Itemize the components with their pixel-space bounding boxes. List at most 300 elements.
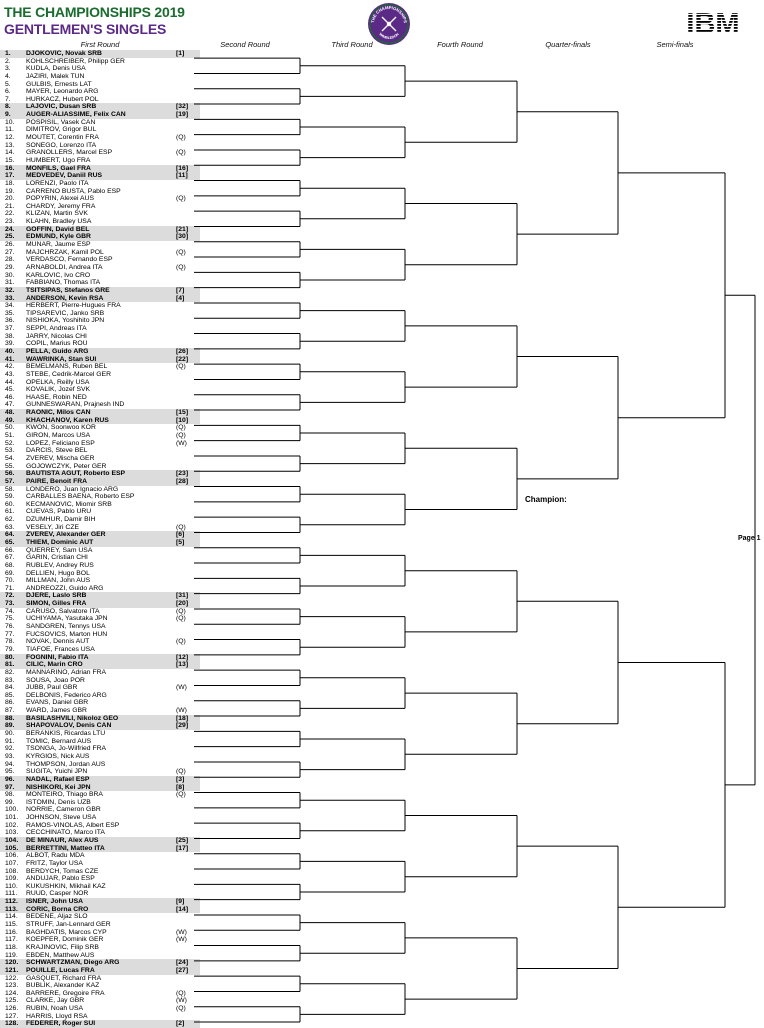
player-seed: [32] <box>176 103 189 111</box>
player-seed: [12] <box>176 653 189 661</box>
player-name: KHACHANOV, Karen RUS <box>26 416 109 424</box>
player-number: 32. <box>5 286 15 294</box>
player-name: SOUSA, Joao POR <box>26 676 85 684</box>
player-seed: (Q) <box>176 263 186 271</box>
player-seed: (Q) <box>176 195 186 203</box>
player-seed: [30] <box>176 233 189 241</box>
player-number: 115. <box>5 921 18 929</box>
player-name: MUNAR, Jaume ESP <box>26 241 91 249</box>
player-seed: (Q) <box>176 638 186 646</box>
player-name: TOMIC, Bernard AUS <box>26 737 92 745</box>
player-name: THIEM, Dominic AUT <box>26 539 94 546</box>
player-number: 30. <box>5 271 15 279</box>
player-name: KOEPFER, Dominik GER <box>26 936 104 944</box>
player-name: KOHLSCHREIBER, Philipp GER <box>26 57 125 65</box>
player-number: 64. <box>5 531 15 539</box>
player-name: FABBIANO, Thomas ITA <box>26 279 101 287</box>
player-name: BAUTISTA AGUT, Roberto ESP <box>26 470 126 478</box>
player-seed: [31] <box>176 592 189 600</box>
player-seed: [23] <box>176 470 189 478</box>
player-seed: (Q) <box>176 432 186 440</box>
player-seed: (Q) <box>176 363 186 371</box>
player-seed: [17] <box>176 844 189 852</box>
player-number: 51. <box>5 432 15 440</box>
round-header-6: Semi-finals <box>656 40 694 49</box>
player-seed: [8] <box>176 783 185 791</box>
player-number: 109. <box>5 875 19 883</box>
player-number: 34. <box>5 302 15 310</box>
player-name: NOVAK, Dennis AUT <box>26 638 90 646</box>
player-number: 96. <box>5 775 15 783</box>
player-name: FEDERER, Roger SUI <box>26 1020 96 1028</box>
player-seed: (Q) <box>176 989 186 997</box>
player-seed: [25] <box>176 836 189 844</box>
player-number: 128. <box>5 1020 19 1028</box>
player-number: 123. <box>5 982 19 990</box>
player-number: 12. <box>5 134 15 142</box>
player-name: TSONGA, Jo-Wilfried FRA <box>26 745 107 753</box>
player-number: 42. <box>5 363 15 371</box>
player-number: 18. <box>5 179 15 187</box>
player-number: 69. <box>5 569 15 577</box>
player-number: 120. <box>5 959 19 967</box>
player-number: 89. <box>5 722 15 730</box>
player-name: RUBIN, Noah USA <box>26 1005 84 1013</box>
player-number: 90. <box>5 730 15 738</box>
player-name: HERBERT, Pierre-Hugues FRA <box>26 302 121 310</box>
player-seed: [3] <box>176 775 185 783</box>
player-number: 58. <box>5 485 15 493</box>
player-number: 74. <box>5 607 15 615</box>
player-name: KLAHN, Bradley USA <box>26 218 92 226</box>
player-number: 98. <box>5 791 15 799</box>
player-seed: [29] <box>176 722 189 730</box>
player-number: 13. <box>5 141 15 149</box>
player-seed: (Q) <box>176 523 186 531</box>
player-name: DIMITROV, Grigor BUL <box>26 126 97 134</box>
player-number: 126. <box>5 1005 19 1013</box>
draw-title: THE CHAMPIONSHIPS 2019 <box>4 4 185 20</box>
player-number: 100. <box>5 806 19 814</box>
player-number: 15. <box>5 156 15 164</box>
player-number: 44. <box>5 378 15 386</box>
player-name: HURKACZ, Hubert POL <box>26 95 99 103</box>
player-name: LOPEZ, Feliciano ESP <box>26 439 95 447</box>
player-number: 121. <box>5 966 19 974</box>
player-number: 71. <box>5 584 15 592</box>
player-name: HAASE, Robin NED <box>26 393 87 401</box>
player-name: MONTEIRO, Thiago BRA <box>26 791 103 799</box>
player-name: WARD, James GBR <box>26 707 87 715</box>
player-number: 72. <box>5 592 15 600</box>
player-name: TIPSAREVIC, Janko SRB <box>26 309 105 317</box>
player-number: 83. <box>5 676 15 684</box>
player-name: BERDYCH, Tomas CZE <box>26 867 99 875</box>
player-name: KARLOVIC, Ivo CRO <box>26 271 91 279</box>
player-name: RUBLEV, Andrey RUS <box>26 561 94 569</box>
player-name: JUBB, Paul GBR <box>26 684 78 692</box>
player-number: 6. <box>5 88 11 96</box>
player-number: 54. <box>5 454 15 462</box>
player-name: TSITSIPAS, Stefanos GRE <box>26 286 110 294</box>
player-name: CORIC, Borna CRO <box>26 905 89 913</box>
player-number: 43. <box>5 370 15 378</box>
player-number: 80. <box>5 653 15 661</box>
player-number: 35. <box>5 309 15 317</box>
player-seed: [4] <box>176 294 185 302</box>
player-number: 99. <box>5 798 15 806</box>
player-name: SANDGREN, Tennys USA <box>26 623 106 631</box>
player-number: 92. <box>5 745 15 753</box>
player-name: JAZIRI, Malek TUN <box>26 72 85 80</box>
player-number: 125. <box>5 997 19 1005</box>
player-name: FOGNINI, Fabio ITA <box>26 653 89 661</box>
player-name: PAIRE, Benoit FRA <box>26 477 88 485</box>
player-name: GARIN, Cristian CHI <box>26 554 88 562</box>
player-seed: [1] <box>176 50 185 57</box>
player-name: GASQUET, Richard FRA <box>26 974 102 982</box>
player-name: AUGER-ALIASSIME, Felix CAN <box>26 111 126 119</box>
player-number: 113. <box>5 905 18 913</box>
player-name: DARCIS, Steve BEL <box>26 447 88 455</box>
player-name: MAYER, Leonardo ARG <box>26 88 99 96</box>
player-name: ZVEREV, Alexander GER <box>26 531 106 539</box>
player-number: 101. <box>5 814 19 822</box>
player-name: ANDERSON, Kevin RSA <box>26 294 104 302</box>
player-name: SHAPOVALOV, Denis CAN <box>26 722 112 730</box>
player-number: 107. <box>5 859 19 867</box>
player-number: 50. <box>5 424 15 432</box>
round-header-2: Second Round <box>220 40 270 49</box>
player-name: MONFILS, Gael FRA <box>26 164 91 172</box>
player-name: ISTOMIN, Denis UZB <box>26 798 91 806</box>
champion-label: Champion: <box>525 495 567 504</box>
page-label: Page 1 <box>738 535 761 542</box>
player-number: 119. <box>5 951 18 959</box>
player-seed: [7] <box>176 286 185 294</box>
player-number: 97. <box>5 783 15 791</box>
player-seed: [19] <box>176 111 189 119</box>
player-name: GRANOLLERS, Marcel ESP <box>26 149 113 157</box>
player-seed: [11] <box>176 172 188 180</box>
player-seed: (Q) <box>176 607 186 615</box>
player-number: 102. <box>5 821 19 829</box>
player-number: 20. <box>5 195 15 203</box>
player-number: 93. <box>5 752 15 760</box>
player-seed: (W) <box>176 707 187 715</box>
player-name: MEDVEDEV, Daniil RUS <box>26 172 103 180</box>
player-name: GOJOWCZYK, Peter GER <box>26 462 107 470</box>
player-number: 45. <box>5 386 15 394</box>
player-name: BARRERE, Gregoire FRA <box>26 989 105 997</box>
player-name: BEMELMANS, Ruben BEL <box>26 363 108 371</box>
player-seed: [13] <box>176 661 189 669</box>
player-number: 114. <box>5 913 18 921</box>
player-name: KWON, Soonwoo KOR <box>26 424 96 432</box>
player-number: 28. <box>5 256 15 264</box>
player-number: 10. <box>5 118 15 126</box>
player-name: MAJCHRZAK, Kamil POL <box>26 248 104 256</box>
player-name: KRAJINOVIC, Filip SRB <box>26 943 99 951</box>
player-number: 9. <box>5 111 11 119</box>
player-seed: [9] <box>176 898 185 906</box>
player-number: 84. <box>5 684 15 692</box>
player-number: 124. <box>5 989 19 997</box>
player-number: 104. <box>5 836 19 844</box>
player-number: 78. <box>5 638 15 646</box>
player-name: ANDREOZZI, Guido ARG <box>26 584 104 592</box>
player-number: 24. <box>5 225 15 233</box>
player-seed: [28] <box>176 477 189 485</box>
player-number: 49. <box>5 416 15 424</box>
player-number: 53. <box>5 447 15 455</box>
player-name: ARNABOLDI, Andrea ITA <box>26 263 103 271</box>
player-seed: [10] <box>176 416 189 424</box>
player-number: 116. <box>5 928 18 936</box>
player-seed: (Q) <box>176 1005 186 1013</box>
player-name: CHARDY, Jeremy FRA <box>26 202 96 210</box>
player-name: CARRENO BUSTA, Pablo ESP <box>26 187 121 195</box>
player-seed: (Q) <box>176 134 186 142</box>
player-name: CECCHINATO, Marco ITA <box>26 829 105 837</box>
round-header-5: Quarter-finals <box>545 40 591 49</box>
player-number: 21. <box>5 202 15 210</box>
player-number: 110. <box>5 882 18 890</box>
player-name: KYRGIOS, Nick AUS <box>26 752 90 760</box>
player-number: 108. <box>5 867 19 875</box>
player-name: BAGHDATIS, Marcos CYP <box>26 928 107 936</box>
player-number: 27. <box>5 248 15 256</box>
player-name: KUKUSHKIN, Mikhail KAZ <box>26 882 106 890</box>
player-number: 40. <box>5 347 15 355</box>
player-name: EDMUND, Kyle GBR <box>26 233 91 241</box>
player-number: 57. <box>5 477 15 485</box>
player-number: 66. <box>5 546 15 554</box>
player-number: 25. <box>5 233 15 241</box>
player-number: 118. <box>5 943 18 951</box>
player-number: 86. <box>5 699 15 707</box>
player-name: ISNER, John USA <box>26 898 84 906</box>
player-name: BEDENE, Aljaz SLO <box>26 913 88 921</box>
player-number: 106. <box>5 852 19 860</box>
player-number: 122. <box>5 974 19 982</box>
player-name: SCHWARTZMAN, Diego ARG <box>26 959 120 967</box>
player-seed: (W) <box>176 439 187 447</box>
player-number: 23. <box>5 218 15 226</box>
player-name: RUUD, Casper NOR <box>26 890 89 898</box>
player-seed: (W) <box>176 684 187 692</box>
player-name: VERDASCO, Fernando ESP <box>26 256 113 264</box>
player-name: CUEVAS, Pablo URU <box>26 508 92 516</box>
player-number: 127. <box>5 1012 19 1020</box>
player-name: SEPPI, Andreas ITA <box>26 325 87 333</box>
player-number: 75. <box>5 615 15 623</box>
player-name: CLARKE, Jay GBR <box>26 997 85 1005</box>
player-number: 14. <box>5 149 15 157</box>
player-number: 36. <box>5 317 15 325</box>
player-name: BASILASHVILI, Nikoloz GEO <box>26 714 119 722</box>
player-seed: [26] <box>176 347 189 355</box>
player-seed: [5] <box>176 539 185 546</box>
player-number: 68. <box>5 561 15 569</box>
player-number: 11. <box>5 126 14 134</box>
player-name: LAJOVIC, Dusan SRB <box>26 103 97 111</box>
player-number: 22. <box>5 210 15 218</box>
player-name: JARRY, Nicolas CHI <box>26 332 87 340</box>
player-seed: [16] <box>176 164 189 172</box>
player-name: BUBLIK, Alexander KAZ <box>26 982 100 990</box>
player-number: 2. <box>5 57 11 65</box>
player-name: CARUSO, Salvatore ITA <box>26 607 100 615</box>
player-name: ZVEREV, Mischa GER <box>26 454 95 462</box>
player-name: ANDUJAR, Pablo ESP <box>26 875 95 883</box>
player-name: TIAFOE, Frances USA <box>26 645 95 653</box>
player-seed: (W) <box>176 997 187 1005</box>
player-name: MANNARINO, Adrian FRA <box>26 668 107 676</box>
player-name: LONDERO, Juan Ignacio ARG <box>26 485 119 493</box>
player-number: 16. <box>5 164 15 172</box>
player-seed: (W) <box>176 928 187 936</box>
round-header-3: Third Round <box>331 40 373 49</box>
player-name: KUDLA, Denis USA <box>26 65 86 73</box>
player-number: 31. <box>5 279 15 287</box>
player-number: 41. <box>5 355 15 363</box>
player-name: SUGITA, Yuichi JPN <box>26 768 88 776</box>
player-name: VESELY, Jiri CZE <box>26 523 80 531</box>
player-name: GULBIS, Ernests LAT <box>26 80 92 88</box>
player-name: MOUTET, Corentin FRA <box>26 134 99 142</box>
player-seed: (Q) <box>176 615 186 623</box>
player-name: SIMON, Gilles FRA <box>26 600 87 608</box>
player-seed: (Q) <box>176 791 186 799</box>
player-number: 39. <box>5 340 15 348</box>
player-seed: [18] <box>176 714 189 722</box>
player-seed: [14] <box>176 905 189 913</box>
player-number: 19. <box>5 187 15 195</box>
player-seed: (W) <box>176 936 187 944</box>
logo-text-top: THE CHAMPIONSHIPS <box>370 4 408 24</box>
player-number: 117. <box>5 936 18 944</box>
player-name: NORRIE, Cameron GBR <box>26 806 101 814</box>
player-name: PELLA, Guido ARG <box>26 347 89 355</box>
draw-subtitle: GENTLEMEN'S SINGLES <box>4 21 167 37</box>
player-number: 85. <box>5 691 15 699</box>
player-name: RAONIC, Milos CAN <box>26 409 91 417</box>
player-name: NISHIKORI, Kei JPN <box>26 783 91 791</box>
player-number: 79. <box>5 645 15 653</box>
player-name: STEBE, Cedrik-Marcel GER <box>26 370 111 378</box>
player-number: 3. <box>5 65 11 73</box>
player-number: 8. <box>5 103 11 111</box>
player-number: 77. <box>5 630 15 638</box>
player-seed: (Q) <box>176 248 186 256</box>
player-number: 47. <box>5 401 15 409</box>
player-number: 55. <box>5 462 15 470</box>
player-seed: [22] <box>176 355 189 363</box>
player-number: 70. <box>5 577 15 585</box>
player-number: 82. <box>5 668 15 676</box>
player-name: JOHNSON, Steve USA <box>26 814 97 822</box>
player-number: 63. <box>5 523 15 531</box>
player-seed: [6] <box>176 531 185 539</box>
player-number: 59. <box>5 493 15 501</box>
player-name: WAWRINKA, Stan SUI <box>26 355 97 363</box>
player-number: 4. <box>5 72 11 80</box>
player-seed: [21] <box>176 225 189 233</box>
player-number: 17. <box>5 172 15 180</box>
player-name: POSPISIL, Vasek CAN <box>26 118 96 126</box>
player-name: SONEGO, Lorenzo ITA <box>26 141 97 149</box>
player-name: FUCSOVICS, Marton HUN <box>26 630 108 638</box>
player-name: KOVALIK, Jozef SVK <box>26 386 91 394</box>
player-name: LORENZI, Paolo ITA <box>26 179 89 187</box>
player-number: 76. <box>5 623 15 631</box>
player-seed: [20] <box>176 600 189 608</box>
player-number: 60. <box>5 500 15 508</box>
player-number: 48. <box>5 409 15 417</box>
player-name: ALBOT, Radu MDA <box>26 852 85 860</box>
round-header-4: Fourth Round <box>437 40 483 49</box>
player-name: COPIL, Marius ROU <box>26 340 88 348</box>
player-name: DZUMHUR, Damir BIH <box>26 516 96 524</box>
player-seed: [27] <box>176 966 189 974</box>
player-name: DE MINAUR, Alex AUS <box>26 836 99 844</box>
player-number: 5. <box>5 80 11 88</box>
player-name: DJOKOVIC, Novak SRB <box>26 50 102 57</box>
player-name: STRUFF, Jan-Lennard GER <box>26 921 111 929</box>
player-number: 29. <box>5 263 15 271</box>
player-number: 87. <box>5 707 15 715</box>
player-seed: [2] <box>176 1020 185 1028</box>
player-number: 7. <box>5 95 11 103</box>
player-name: GOFFIN, David BEL <box>26 225 90 233</box>
player-number: 65. <box>5 539 15 546</box>
player-number: 112. <box>5 898 18 906</box>
player-name: UCHIYAMA, Yasutaka JPN <box>26 615 108 623</box>
player-name: CARBALLES BAENA, Roberto ESP <box>26 493 135 501</box>
player-seed: (Q) <box>176 424 186 432</box>
player-number: 61. <box>5 508 15 516</box>
player-name: QUERREY, Sam USA <box>26 546 93 554</box>
player-name: KECMANOVIC, Miomir SRB <box>26 500 112 508</box>
player-name: NISHIOKA, Yoshihito JPN <box>26 317 105 325</box>
player-number: 95. <box>5 768 15 776</box>
player-number: 56. <box>5 470 15 478</box>
logo-text-bottom: WIMBLEDON <box>378 32 400 41</box>
player-name: EVANS, Daniel GBR <box>26 699 89 707</box>
player-number: 1. <box>5 50 11 57</box>
player-number: 62. <box>5 516 15 524</box>
round-header-1: First Round <box>80 40 120 49</box>
player-number: 94. <box>5 760 15 768</box>
player-seed: [24] <box>176 959 189 967</box>
player-name: NADAL, Rafael ESP <box>26 775 90 783</box>
player-name: THOMPSON, Jordan AUS <box>26 760 106 768</box>
player-number: 67. <box>5 554 15 562</box>
player-name: GIRON, Marcos USA <box>26 432 91 440</box>
player-name: POUILLE, Lucas FRA <box>26 966 95 974</box>
player-name: POPYRIN, Alexei AUS <box>26 195 94 203</box>
player-number: 81. <box>5 661 15 669</box>
player-name: RAMOS-VINOLAS, Albert ESP <box>26 821 120 829</box>
player-name: GUNNESWARAN, Prajnesh IND <box>26 401 125 409</box>
player-number: 26. <box>5 241 15 249</box>
player-name: KLIZAN, Martin SVK <box>26 210 88 218</box>
player-number: 33. <box>5 294 15 302</box>
player-seed: (Q) <box>176 149 186 157</box>
player-name: EBDEN, Matthew AUS <box>26 951 95 959</box>
player-name: DJERE, Laslo SRB <box>26 592 87 600</box>
